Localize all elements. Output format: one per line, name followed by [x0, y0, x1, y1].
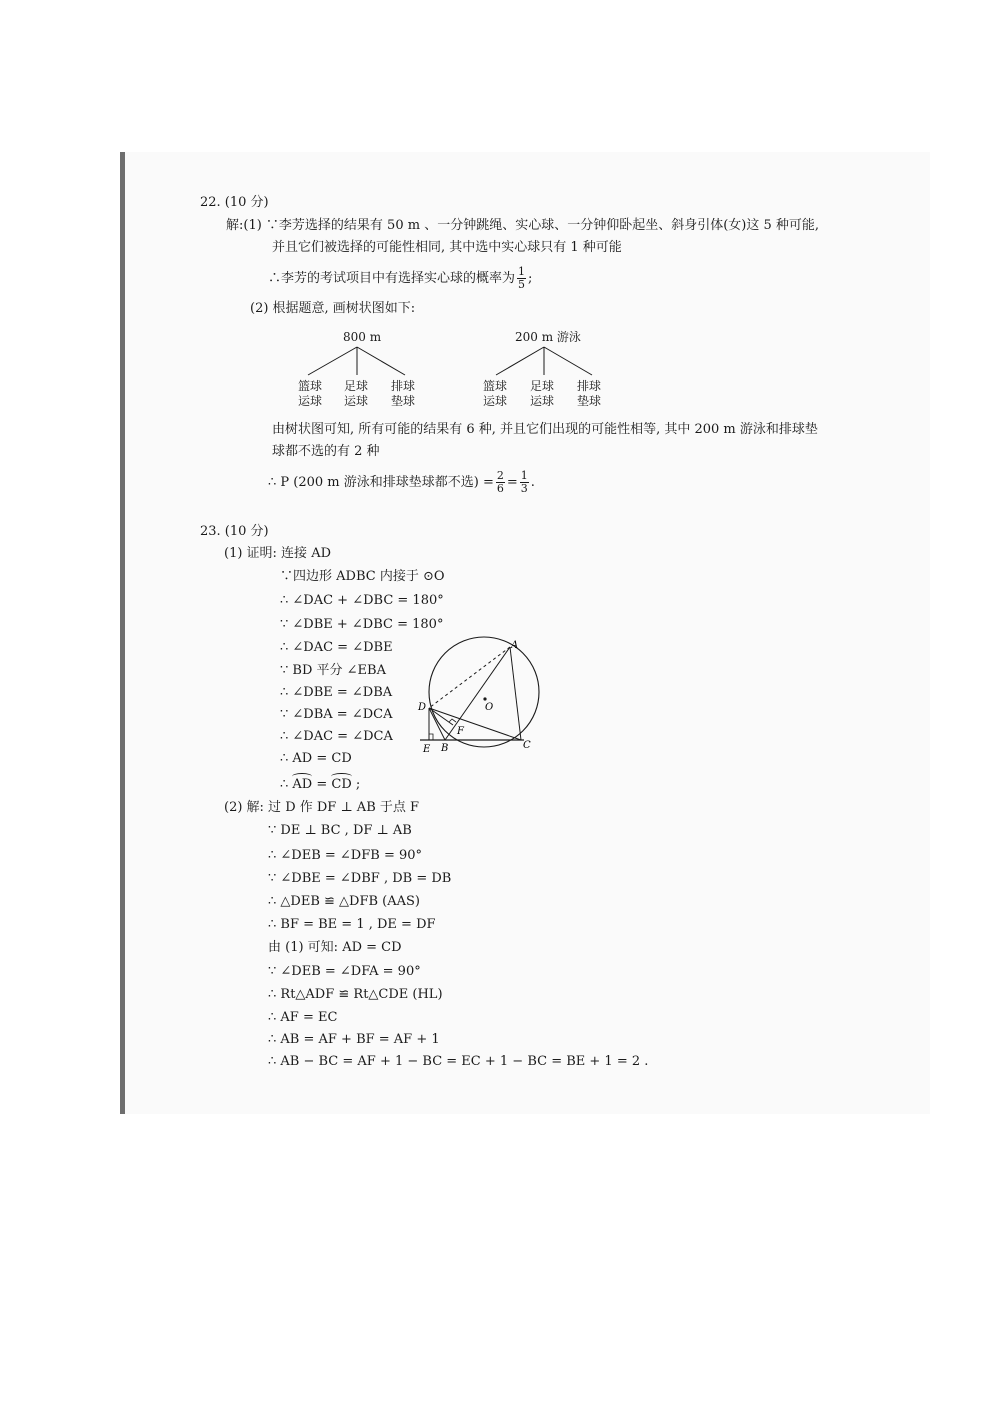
q22-line-1: 解:(1) ∵李芳选择的结果有 50 m 、一分钟跳绳、实心球、一分钟仰卧起坐、斜身引体(女)这 5 种可能,	[226, 218, 820, 233]
q23-p2-step-3: ∵ ∠DBE = ∠DBF , DB = DB	[268, 871, 452, 886]
q23-p2-step-2: ∴ ∠DEB = ∠DFB = 90°	[268, 848, 423, 863]
q22-line-7	[268, 470, 535, 495]
q22-fraction-den: 5	[518, 278, 526, 291]
segment-AC	[510, 647, 521, 740]
q23-p2-step-9: ∴ AF = EC	[268, 1010, 338, 1025]
q23-header: 23. (10 分)	[200, 524, 269, 539]
label-C: C	[523, 740, 531, 751]
q22-fraction-num: 1	[518, 265, 526, 278]
q22-f2-den: 3	[520, 482, 528, 495]
center-point-O	[483, 697, 486, 700]
label-F: F	[457, 726, 464, 737]
tree1-root: 800 m	[343, 330, 382, 344]
tree1-leaf-1: 篮球运球	[297, 379, 322, 408]
q22-line-3-text: ∴李芳的考试项目中有选择实心球的概率为	[268, 271, 516, 286]
arc-equals: =	[312, 777, 332, 792]
segment-AB	[445, 647, 510, 740]
q23-p1-step-7: ∵ ∠DBA = ∠DCA	[280, 707, 393, 722]
q23-p1-step-4: ∴ ∠DAC = ∠DBE	[280, 640, 393, 655]
q23-p2-step-4: ∴ △DEB ≌ △DFB (AAS)	[268, 894, 420, 909]
q22-line-4: (2) 根据题意, 画树状图如下:	[250, 301, 416, 316]
q22-line-5: 由树状图可知, 所有可能的结果有 6 种, 并且它们出现的可能性相等, 其中 200 m 游泳和排球垫	[272, 422, 818, 437]
q23-p2-step-8: ∴ Rt△ADF ≌ Rt△CDE (HL)	[268, 987, 443, 1002]
q23-p1-step-3: ∵ ∠DBE + ∠DBC = 180°	[280, 617, 444, 632]
q22-line-7-text: ∴ P (200 m 游泳和排球垫球都不选) =	[268, 475, 494, 490]
q22-line-7-end: .	[530, 475, 535, 490]
q22-fraction-1-3	[520, 470, 529, 495]
tree1-branches	[290, 345, 430, 380]
tree2-root: 200 m 游泳	[515, 330, 581, 344]
tree1-leaf-2: 足球运球	[343, 379, 368, 408]
arc-AD: AD	[292, 777, 313, 792]
tree2-leaf-1: 篮球运球	[482, 379, 507, 408]
tree1-branch-right	[357, 347, 405, 375]
right-angle-F	[449, 719, 456, 722]
q23-part2-head: (2) 解: 过 D 作 DF ⊥ AB 于点 F	[224, 800, 420, 815]
arc-CD: CD	[331, 777, 352, 792]
segment-DF	[429, 708, 453, 725]
q23-p1-step-2: ∴ ∠DAC + ∠DBC = 180°	[280, 593, 444, 608]
tree1-branch-left	[308, 347, 357, 375]
q22-f1-den: 6	[496, 482, 504, 495]
q22-f1-num: 2	[496, 469, 504, 482]
q22-line-2: 并且它们被选择的可能性相同, 其中选中实心球只有 1 种可能	[272, 240, 622, 255]
q23-p2-step-7: ∵ ∠DEB = ∠DFA = 90°	[268, 964, 421, 979]
right-angle-E	[429, 734, 433, 740]
arc-end: ;	[351, 777, 361, 792]
label-O: O	[485, 702, 494, 713]
binding-margin-rule	[120, 152, 125, 1114]
q22-line-3	[268, 266, 532, 291]
q22-line-3-end: ;	[528, 271, 533, 286]
circle-O	[429, 637, 539, 747]
q22-equals: =	[506, 475, 518, 490]
tree2-leaf-3: 排球垫球	[576, 379, 601, 408]
tree2-branch-right	[544, 347, 592, 375]
tree1-leaf-3: 排球垫球	[390, 379, 415, 408]
q23-p2-step-5: ∴ BF = BE = 1 , DE = DF	[268, 917, 436, 932]
q23-p1-step-6: ∴ ∠DBE = ∠DBA	[280, 685, 393, 700]
label-A: A	[511, 640, 519, 651]
q23-p1-arc-equality	[280, 776, 360, 794]
label-D: D	[418, 702, 427, 713]
q23-p2-step-6: 由 (1) 可知: AD = CD	[268, 940, 402, 955]
q23-p2-step-1: ∵ DE ⊥ BC , DF ⊥ AB	[268, 823, 412, 838]
q23-p1-step-8: ∴ ∠DAC = ∠DCA	[280, 729, 393, 744]
segment-AD-dashed	[429, 647, 510, 708]
q23-p2-step-11: ∴ AB − BC = AF + 1 − BC = EC + 1 − BC = BE + 1 = 2 .	[268, 1054, 649, 1069]
q23-p1-step-9: ∴ AD = CD	[280, 751, 352, 766]
document-sheet	[120, 152, 930, 1114]
q23-p1-step-1: ∵四边形 ADBC 内接于 ⊙O	[280, 569, 445, 584]
q22-line-6: 球都不选的有 2 种	[272, 444, 380, 459]
label-E: E	[423, 744, 431, 755]
tree2-branches	[480, 345, 620, 380]
q22-fraction	[517, 266, 526, 291]
arc-prefix: ∴	[280, 777, 293, 792]
tree2-leaf-2: 足球运球	[529, 379, 554, 408]
q22-f2-num: 1	[520, 469, 528, 482]
q23-part1-head: (1) 证明: 连接 AD	[224, 546, 332, 561]
q22-fraction-2-6	[496, 470, 505, 495]
q23-p1-step-5: ∵ BD 平分 ∠EBA	[280, 663, 386, 678]
q23-p2-step-10: ∴ AB = AF + BF = AF + 1	[268, 1032, 440, 1047]
circle-figure	[412, 636, 552, 756]
tree2-branch-left	[496, 347, 544, 375]
q22-header: 22. (10 分)	[200, 195, 269, 210]
label-B: B	[441, 743, 449, 754]
